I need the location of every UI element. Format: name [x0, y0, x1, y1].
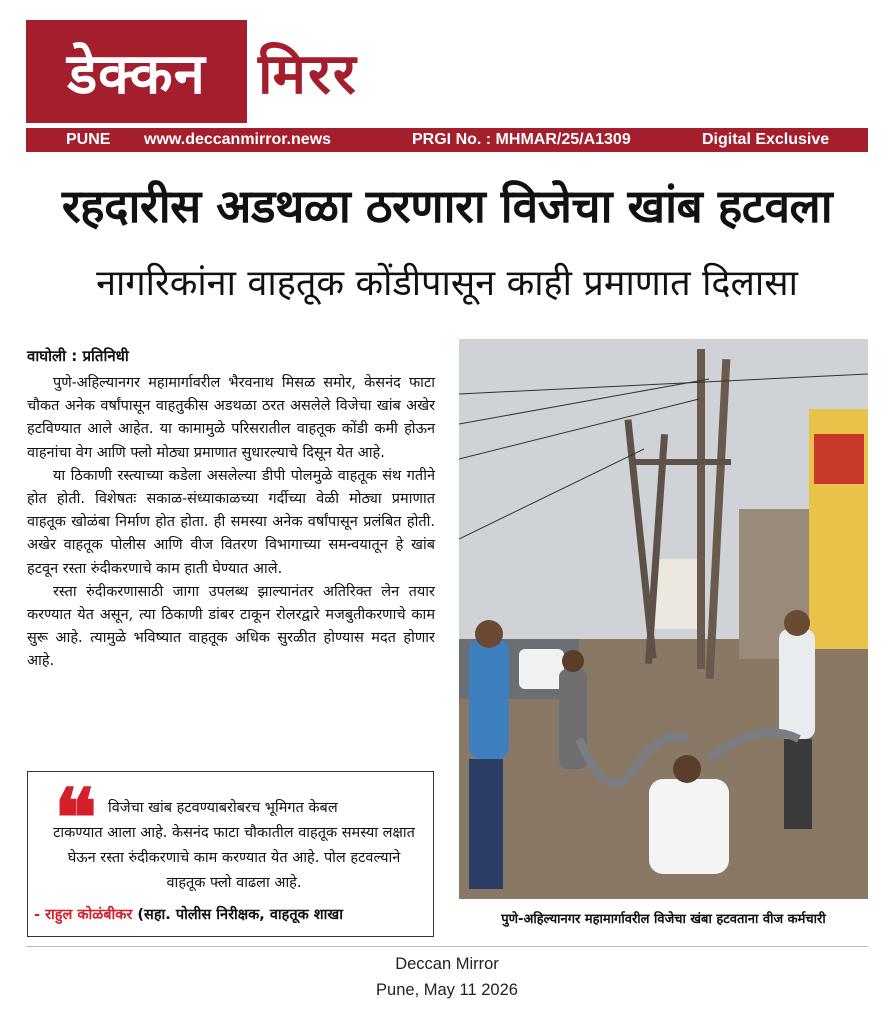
headline: रहदारीस अडथळा ठरणारा विजेचा खांब हटवला	[61, 179, 833, 233]
masthead-title-left: डेक्कन	[67, 41, 206, 107]
quote-attribution-role: (सहा. पोलीस निरीक्षक, वाहतूक शाखा	[132, 907, 344, 923]
footer-publication: Deccan Mirror	[395, 955, 499, 973]
info-bar	[26, 128, 868, 152]
news-photo	[459, 339, 868, 899]
photo-illustration	[459, 339, 868, 899]
info-prgi: PRGI No. : MHMAR/25/A1309	[412, 131, 631, 148]
subheadline: नागरिकांना वाहतूक कोंडीपासून काही प्रमाणात दिलासा	[96, 263, 798, 304]
info-city: PUNE	[66, 131, 111, 148]
article-paragraph: रस्ता रुंदीकरणासाठी जागा उपलब्ध झाल्यानंतर अतिरिक्त लेन तयार करण्यात येत असून, त्या ठिकाणी डांबर टाकून रोलरद्वारे मजबुतीकरणाचे काम सुरू आहे. त्यामुळे भविष्यात वाहतूक अधिक सुरळीत होण्यास मदत होणार आहे.	[27, 583, 435, 670]
footer-dateline: Pune, May 11 2026	[376, 981, 518, 999]
info-website[interactable]: www.deccanmirror.news	[144, 131, 332, 148]
quote-attribution-name: - राहुल कोळंबीकर	[34, 907, 133, 923]
quote-text	[48, 796, 420, 896]
byline: वाघोली : प्रतिनिधी	[27, 347, 129, 365]
info-edition: Digital Exclusive	[702, 131, 830, 148]
masthead-logo	[26, 20, 247, 123]
footer-divider	[26, 946, 868, 947]
article-paragraph: पुणे-अहिल्यानगर महामार्गावरील भैरवनाथ मिसळ समोर, केसनंद फाटा चौकत अनेक वर्षांपासून वाहतुकीस अडथळा ठरत असलेले विजेचा खांब अखेर हटविण्यात आले आहेत. या कामामुळे परिसरातील वाहतूक कोंडी कमी होऊन वाहनांचा वेग आणि फ्लो मोठ्या प्रमाणात सुधारल्याचे दिसून येत आहे.	[27, 375, 435, 461]
quote-line-1: विजेचा खांब हटवण्याबरोबरच भूमिगत केबल	[108, 800, 338, 816]
quote-mark-icon: ❝	[54, 771, 98, 865]
photo-caption: पुणे-अहिल्यानगर महामार्गावरील विजेचा खंबा हटवताना वीज कर्मचारी	[501, 912, 826, 927]
footer	[0, 951, 894, 1003]
masthead-title-right: मिरर	[258, 42, 358, 107]
quote-box	[27, 771, 434, 937]
quote-attribution	[34, 904, 343, 924]
article-paragraph: या ठिकाणी रस्त्याच्या कडेला असलेल्या डीपी पोलमुळे वाहतूक संथ गतीने होत होती. विशेषतः सकाळ-संध्याकाळच्या गर्दीच्या वेळी मोठ्या प्रमाणात वाहतूक खोळंबा निर्माण होत होता. ही समस्या अनेक वर्षांपासून प्रलंबित होती. अखेर वाहतूक पोलीस आणि वीज वितरण विभागाच्या समन्वयातून हे खांब हटवून रस्ता रुंदीकरणाचे काम हाती घेण्यात आले.	[27, 467, 435, 577]
article-body	[27, 372, 435, 674]
quote-rest: टाकण्यात आला आहे. केसनंद फाटा चौकातील वाहतूक समस्या लक्षात घेऊन रस्ता रुंदीकरणाचे काम करण्यात येत आहे. पोल हटवल्याने वाहतूक फ्लो वाढला आहे.	[53, 825, 415, 891]
